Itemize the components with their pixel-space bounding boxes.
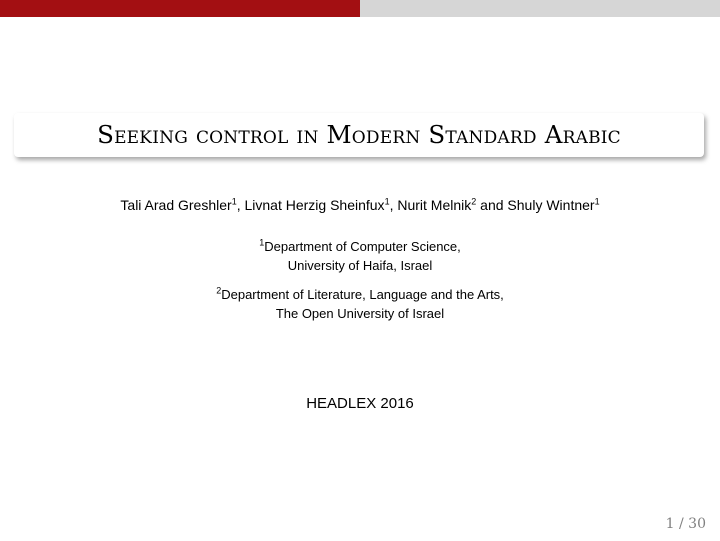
affiliation-mark: 1 [231, 196, 237, 207]
affiliation-2 [0, 285, 720, 323]
affiliation-department: Department of Computer Science, [264, 239, 461, 254]
title-box [14, 113, 704, 157]
author-name: Livnat Herzig Sheinfux [244, 197, 385, 213]
presentation-progress-bar [0, 0, 720, 17]
affiliation-department: Department of Literature, Language and the Arts, [221, 287, 504, 302]
affiliation-mark: 1 [384, 196, 390, 207]
separator: , [236, 197, 245, 213]
affiliation-mark: 2 [216, 285, 222, 296]
affiliation-mark: 1 [259, 237, 265, 248]
author-list [0, 197, 720, 213]
progress-bar-fill [0, 0, 360, 17]
page-number: 1 / 30 [665, 516, 706, 532]
affiliation-institution: The Open University of Israel [275, 306, 445, 321]
separator: and [476, 197, 508, 213]
slide-title: Seeking control in Modern Standard Arabic [97, 120, 621, 149]
author-name: Nurit Melnik [397, 197, 472, 213]
author-name: Tali Arad Greshler [120, 197, 232, 213]
affiliation-institution: University of Haifa, Israel [287, 258, 433, 273]
affiliation-mark: 2 [471, 196, 477, 207]
affiliation-mark: 1 [594, 196, 600, 207]
separator: , [389, 197, 398, 213]
affiliation-1 [0, 237, 720, 275]
conference-name: HEADLEX 2016 [306, 395, 414, 412]
author-name: Shuly Wintner [507, 197, 595, 213]
